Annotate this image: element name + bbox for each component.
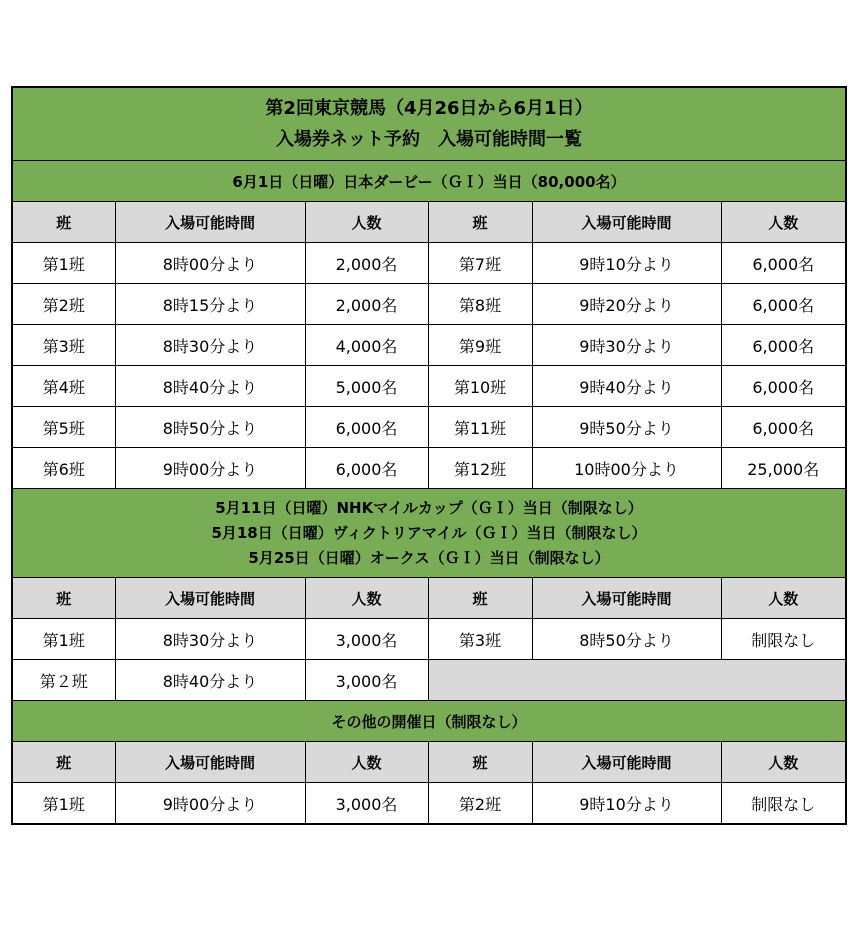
- time-cell: 9時10分より: [532, 783, 721, 825]
- time-cell: 8時50分より: [115, 407, 305, 448]
- col-header-count: 人数: [721, 202, 846, 243]
- group-cell: 第3班: [12, 325, 115, 366]
- derby-section-heading: 6月1日（日曜）日本ダービー（ＧＩ）当日（80,000名）: [12, 161, 846, 202]
- count-cell: 25,000名: [721, 448, 846, 489]
- col-header-count: 人数: [305, 202, 428, 243]
- table-row: [12, 366, 846, 407]
- count-cell: 6,000名: [721, 325, 846, 366]
- time-cell: 9時40分より: [532, 366, 721, 407]
- col-header-time: 入場可能時間: [115, 742, 305, 783]
- time-cell: 8時30分より: [115, 619, 305, 660]
- group-cell: 第9班: [428, 325, 532, 366]
- group-cell: 第1班: [12, 243, 115, 284]
- time-cell: 9時10分より: [532, 243, 721, 284]
- count-cell: 3,000名: [305, 660, 428, 701]
- col-header-group: 班: [12, 742, 115, 783]
- group-cell: 第２班: [12, 660, 115, 701]
- time-cell: 9時00分より: [115, 448, 305, 489]
- other-days-section-heading: その他の開催日（制限なし）: [12, 701, 846, 742]
- title-line-1: 第2回東京競馬（4月26日から6月1日）: [265, 98, 593, 119]
- col-header-count: 人数: [305, 742, 428, 783]
- table-row: [12, 325, 846, 366]
- count-cell: 4,000名: [305, 325, 428, 366]
- count-cell: 6,000名: [305, 448, 428, 489]
- group-cell: 第5班: [12, 407, 115, 448]
- count-cell: 3,000名: [305, 783, 428, 825]
- time-cell: 8時30分より: [115, 325, 305, 366]
- time-cell: 9時00分より: [115, 783, 305, 825]
- empty-cell: [428, 660, 846, 701]
- count-cell: 制限なし: [721, 783, 846, 825]
- col-header-time: 入場可能時間: [532, 578, 721, 619]
- time-cell: 8時00分より: [115, 243, 305, 284]
- count-cell: 6,000名: [721, 407, 846, 448]
- table-row: [12, 660, 846, 701]
- count-cell: 6,000名: [721, 284, 846, 325]
- page-title: [12, 87, 846, 161]
- count-cell: 3,000名: [305, 619, 428, 660]
- group-cell: 第2班: [428, 783, 532, 825]
- group-cell: 第2班: [12, 284, 115, 325]
- col-header-group: 班: [428, 578, 532, 619]
- count-cell: 6,000名: [721, 243, 846, 284]
- col-header-count: 人数: [721, 578, 846, 619]
- g1-day-nhk-mile: 5月11日（日曜）NHKマイルカップ（ＧＩ）当日（制限なし）: [215, 498, 643, 517]
- group-cell: 第6班: [12, 448, 115, 489]
- group-cell: 第11班: [428, 407, 532, 448]
- count-cell: 6,000名: [721, 366, 846, 407]
- table-row: [12, 448, 846, 489]
- table-row: [12, 243, 846, 284]
- col-header-count: 人数: [305, 578, 428, 619]
- title-line-2: 入場券ネット予約 入場可能時間一覧: [276, 129, 582, 150]
- table-row: [12, 619, 846, 660]
- col-header-group: 班: [12, 202, 115, 243]
- col-header-time: 入場可能時間: [532, 742, 721, 783]
- time-cell: 9時30分より: [532, 325, 721, 366]
- time-cell: 8時40分より: [115, 366, 305, 407]
- time-cell: 9時20分より: [532, 284, 721, 325]
- count-cell: 制限なし: [721, 619, 846, 660]
- time-cell: 8時40分より: [115, 660, 305, 701]
- count-cell: 6,000名: [305, 407, 428, 448]
- table-row: [12, 407, 846, 448]
- time-cell: 10時00分より: [532, 448, 721, 489]
- time-cell: 8時15分より: [115, 284, 305, 325]
- g1-day-oaks: 5月25日（日曜）オークス（ＧＩ）当日（制限なし）: [248, 548, 610, 567]
- group-cell: 第3班: [428, 619, 532, 660]
- col-header-group: 班: [428, 202, 532, 243]
- col-header-time: 入場可能時間: [115, 202, 305, 243]
- col-header-time: 入場可能時間: [532, 202, 721, 243]
- group-cell: 第10班: [428, 366, 532, 407]
- time-cell: 8時50分より: [532, 619, 721, 660]
- group-cell: 第1班: [12, 619, 115, 660]
- group-cell: 第7班: [428, 243, 532, 284]
- group-cell: 第4班: [12, 366, 115, 407]
- time-cell: 9時50分より: [532, 407, 721, 448]
- group-cell: 第12班: [428, 448, 532, 489]
- col-header-count: 人数: [721, 742, 846, 783]
- col-header-group: 班: [428, 742, 532, 783]
- table-row: [12, 284, 846, 325]
- entry-schedule-table: [11, 86, 847, 825]
- group-cell: 第1班: [12, 783, 115, 825]
- count-cell: 2,000名: [305, 284, 428, 325]
- group-cell: 第8班: [428, 284, 532, 325]
- col-header-time: 入場可能時間: [115, 578, 305, 619]
- count-cell: 2,000名: [305, 243, 428, 284]
- g1-days-section-heading: [12, 489, 846, 578]
- table-row: [12, 783, 846, 825]
- g1-day-victoria-mile: 5月18日（日曜）ヴィクトリアマイル（ＧＩ）当日（制限なし）: [211, 523, 647, 542]
- col-header-group: 班: [12, 578, 115, 619]
- count-cell: 5,000名: [305, 366, 428, 407]
